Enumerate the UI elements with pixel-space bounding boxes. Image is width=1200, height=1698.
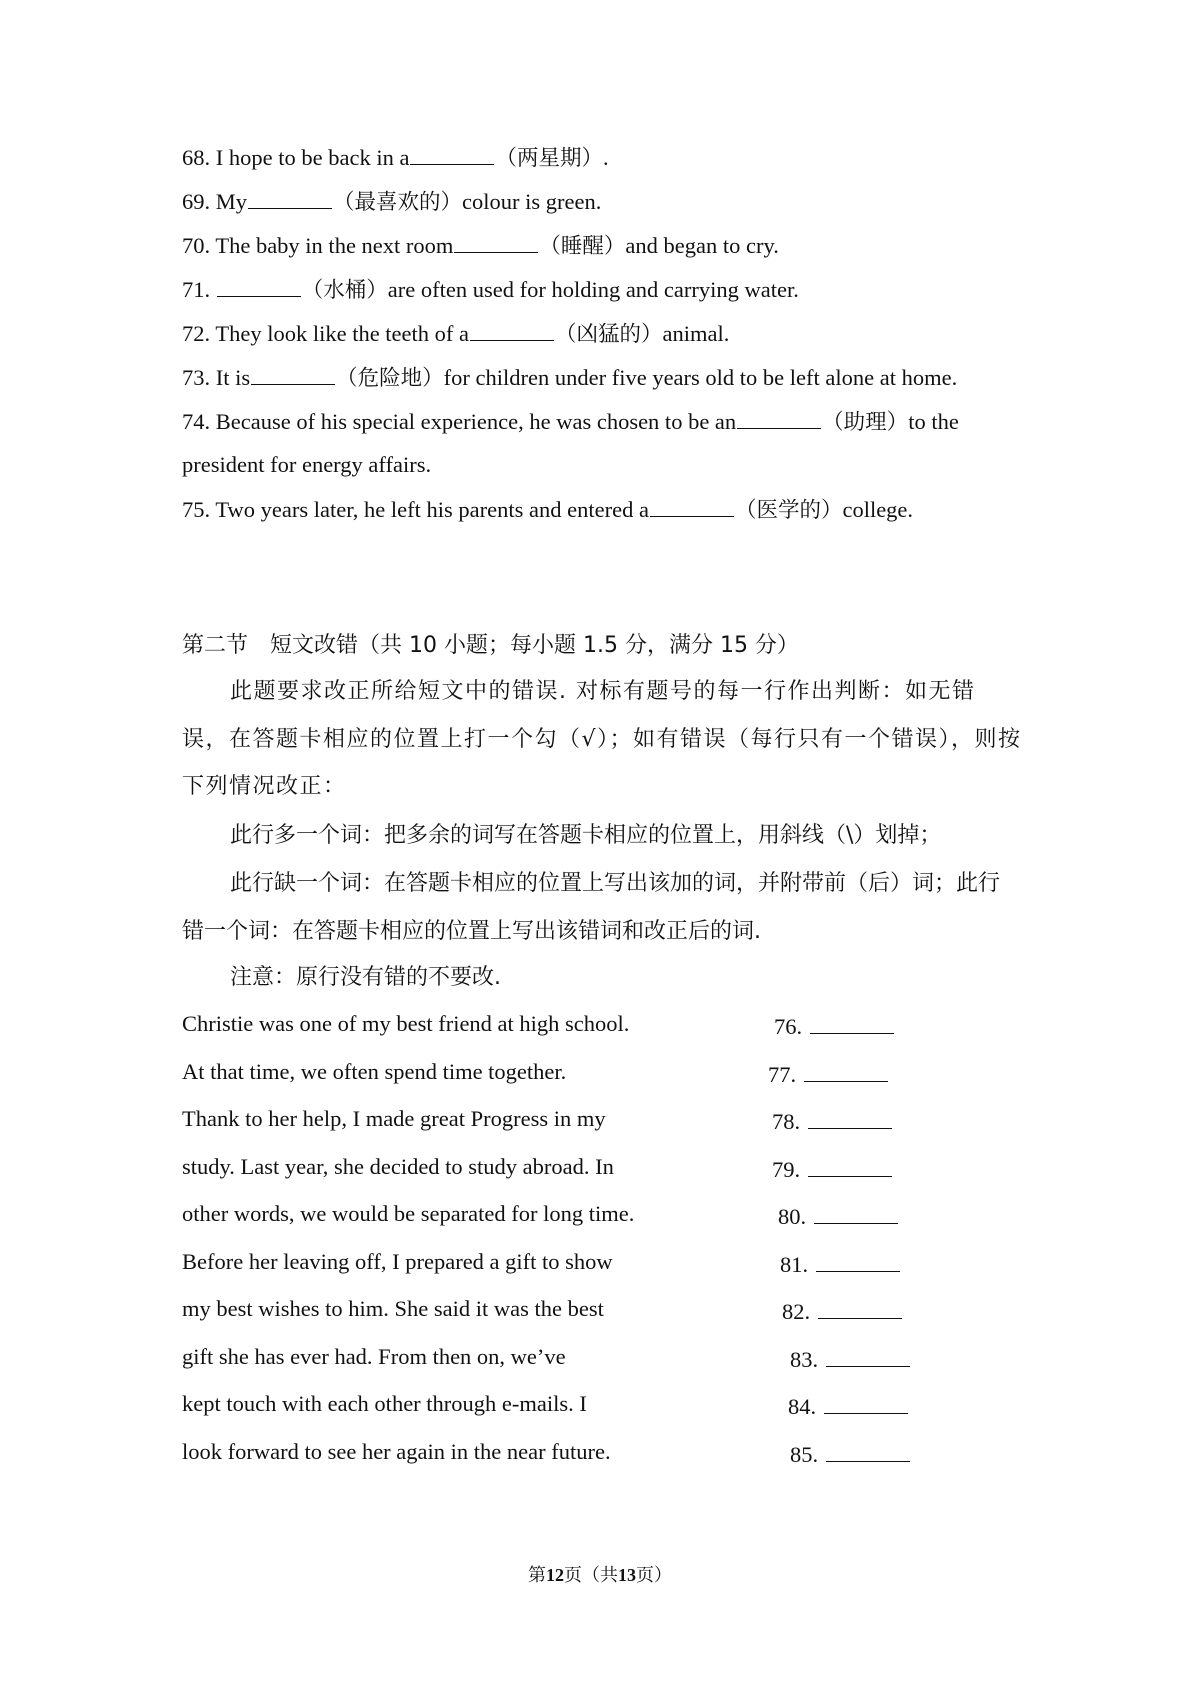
answer-blank[interactable] (804, 1059, 888, 1082)
question-text-end: college. (842, 497, 914, 522)
answer-number-76 (774, 1011, 895, 1040)
instruction-note: 注意：原行没有错的不要改. (230, 965, 501, 990)
answer-blank[interactable] (737, 406, 821, 429)
answer-blank[interactable] (410, 142, 494, 165)
question-74 (182, 406, 959, 438)
line-number: 81. (780, 1252, 809, 1277)
line-number: 77. (768, 1062, 797, 1087)
current-page-number: 12 (546, 1565, 564, 1585)
question-text: 74. Because of his special experience, he was chosen to be an (182, 409, 737, 434)
answer-number-78 (772, 1106, 893, 1135)
instruction-missing-word: 此行缺一个词：在答题卡相应的位置上写出该加的词，并附带前（后）词；此行错一个词：在答题卡相应的位置上写出该错词和改正后的词. (182, 871, 1001, 944)
footer-suffix: 页） (636, 1565, 672, 1586)
answer-number-81 (780, 1249, 901, 1278)
question-75 (182, 494, 913, 526)
answer-blank[interactable] (816, 1249, 900, 1272)
passage-line: Before her leaving off, I prepared a gift to show (182, 1249, 613, 1274)
question-69 (182, 186, 601, 218)
chinese-hint: （医学的） (734, 498, 843, 523)
answer-blank[interactable] (248, 186, 332, 209)
answer-blank[interactable] (470, 318, 554, 341)
chinese-hint: （最喜欢的） (333, 190, 463, 215)
line-number: 80. (778, 1204, 807, 1229)
line-number: 78. (772, 1109, 801, 1134)
question-text-end: for children under five years old to be left alone at home. (443, 365, 958, 390)
passage-line: other words, we would be separated for long time. (182, 1201, 635, 1226)
chinese-hint: （两星期） (495, 146, 603, 171)
question-text-end: to the (908, 409, 959, 434)
passage-line: Christie was one of my best friend at high school. (182, 1011, 630, 1036)
line-number: 84. (788, 1394, 817, 1419)
question-72 (182, 318, 729, 350)
page-footer (0, 1561, 1200, 1587)
line-number: 82. (782, 1299, 811, 1324)
chinese-hint: （水桶） (301, 278, 388, 303)
question-text: 69. My (182, 189, 248, 214)
answer-number-82 (782, 1296, 903, 1325)
instructions-paragraph: 此题要求改正所给短文中的错误. 对标有题号的每一行作出判断：如无错误，在答题卡相应的位置上打一个勾（√）；如有错误（每行只有一个错误），则按下列情况改正： (182, 679, 1022, 799)
question-71 (182, 274, 799, 306)
passage-line: my best wishes to him. She said it was the best (182, 1296, 604, 1321)
question-text-end: . (602, 145, 609, 170)
answer-blank[interactable] (814, 1201, 898, 1224)
answer-blank[interactable] (826, 1439, 910, 1462)
question-text-end: are often used for holding and carrying water. (387, 277, 799, 302)
question-74-continued (182, 450, 431, 480)
question-68 (182, 142, 609, 174)
chinese-hint: （危险地） (336, 366, 444, 391)
question-text-end: animal. (662, 321, 730, 346)
instruction-extra-word: 此行多一个词：把多余的词写在答题卡相应的位置上，用斜线（\）划掉； (230, 823, 942, 848)
question-text: 68. I hope to be back in a (182, 145, 410, 170)
question-text: 70. The baby in the next room (182, 233, 454, 258)
answer-number-85 (790, 1439, 911, 1468)
footer-middle: 页（共 (564, 1565, 618, 1586)
answer-blank[interactable] (808, 1106, 892, 1129)
total-page-number: 13 (618, 1565, 636, 1585)
answer-blank[interactable] (251, 362, 335, 385)
answer-blank[interactable] (810, 1011, 894, 1034)
question-text: 75. Two years later, he left his parents and entered a (182, 497, 649, 522)
answer-blank[interactable] (650, 494, 734, 517)
line-number: 83. (790, 1347, 819, 1372)
answer-number-80 (778, 1201, 899, 1230)
footer-prefix: 第 (528, 1565, 546, 1586)
answer-blank[interactable] (454, 230, 538, 253)
passage-line: gift she has ever had. From then on, we’ve (182, 1344, 566, 1369)
answer-blank[interactable] (217, 274, 301, 297)
chinese-hint: （睡醒） (539, 234, 626, 259)
section-title: 第二节 短文改错（共 10 小题；每小题 1.5 分，满分 15 分） (182, 633, 799, 658)
question-70 (182, 230, 779, 262)
answer-blank[interactable] (808, 1154, 892, 1177)
line-number: 79. (772, 1157, 801, 1182)
question-text: 72. They look like the teeth of a (182, 321, 470, 346)
line-number: 85. (790, 1442, 819, 1467)
answer-number-83 (790, 1344, 911, 1373)
answer-blank[interactable] (818, 1296, 902, 1319)
question-text: president for energy affairs. (182, 452, 432, 477)
question-text: 73. It is (182, 365, 251, 390)
answer-blank[interactable] (824, 1391, 908, 1414)
question-text-end: and began to cry. (625, 233, 779, 258)
chinese-hint: （助理） (822, 410, 909, 435)
chinese-hint: （凶猛的） (555, 322, 663, 347)
answer-number-77 (768, 1059, 889, 1088)
passage-line: kept touch with each other through e-mails. I (182, 1391, 587, 1416)
passage-line: Thank to her help, I made great Progress in my (182, 1106, 606, 1131)
question-text: 71. (182, 277, 216, 302)
passage-line: At that time, we often spend time together. (182, 1059, 567, 1084)
answer-number-79 (772, 1154, 893, 1183)
line-number: 76. (774, 1014, 803, 1039)
passage-line: study. Last year, she decided to study abroad. In (182, 1154, 614, 1179)
passage-line: look forward to see her again in the near future. (182, 1439, 611, 1464)
question-text-end: colour is green. (462, 189, 602, 214)
answer-number-84 (788, 1391, 909, 1420)
answer-blank[interactable] (826, 1344, 910, 1367)
question-73 (182, 362, 957, 394)
